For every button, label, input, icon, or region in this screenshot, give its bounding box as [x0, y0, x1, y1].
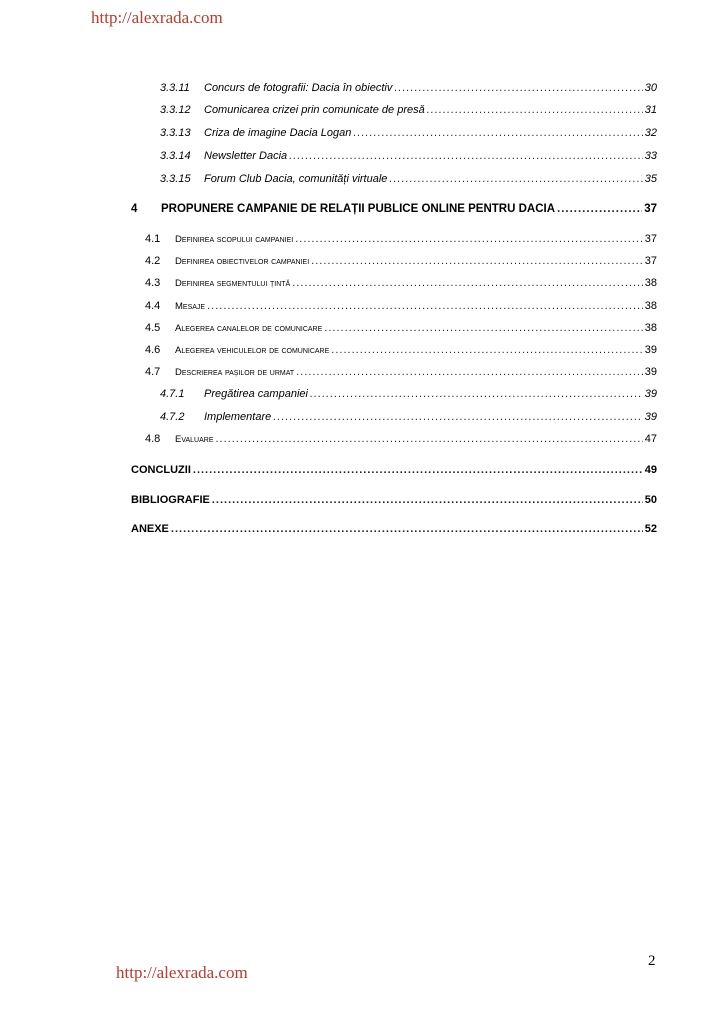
toc-entry-title: CONCLUZII: [131, 464, 191, 476]
toc-entry-number: 4.1: [145, 233, 161, 245]
toc-entry-number: 3.3.15: [160, 173, 191, 185]
toc-entry-page: 38: [644, 322, 657, 334]
toc-leader-dots: [427, 102, 643, 118]
toc-entry[interactable]: [145, 320, 657, 336]
toc-chapter-entry[interactable]: [131, 492, 657, 508]
toc-entry-page: 30: [644, 82, 657, 94]
toc-entry-number: 4.7.2: [160, 411, 185, 423]
toc-leader-dots: [207, 298, 643, 314]
toc-entry-page: 39: [644, 344, 657, 356]
toc-entry[interactable]: [160, 409, 657, 425]
toc-entry-page: 47: [644, 433, 657, 445]
toc-entry-title: Mesaje: [175, 301, 206, 312]
toc-leader-dots: [212, 492, 643, 508]
toc-entry-number: 3.3.12: [160, 104, 191, 116]
toc-entry-title: BIBLIOGRAFIE: [131, 494, 210, 506]
toc-entry[interactable]: [160, 80, 657, 96]
toc-entry[interactable]: [145, 298, 657, 314]
toc-leader-dots: [310, 386, 643, 402]
toc-entry-number: 4: [131, 203, 138, 215]
toc-leader-dots: [171, 521, 643, 537]
toc-entry-number: 4.6: [145, 344, 161, 356]
toc-entry-title: PROPUNERE CAMPANIE DE RELAȚII PUBLICE ONLINE PENTRU DACIA: [161, 203, 556, 215]
toc-entry-title: ANEXE: [131, 523, 169, 535]
toc-leader-dots: [292, 275, 643, 291]
toc-entry-title: Comunicarea crizei prin comunicate de presă: [204, 104, 425, 116]
toc-entry-number: 3.3.11: [160, 82, 190, 94]
toc-leader-dots: [331, 342, 642, 358]
toc-entry-page: 37: [644, 255, 657, 267]
toc-entry[interactable]: [145, 364, 657, 380]
toc-entry[interactable]: [145, 231, 657, 247]
toc-entry[interactable]: [145, 253, 657, 269]
toc-entry-title: Descrierea pașilor de urmat: [175, 367, 295, 378]
toc-leader-dots: [353, 125, 642, 141]
toc-entry[interactable]: [160, 125, 657, 141]
toc-entry-page: 31: [644, 104, 657, 116]
toc-entry-title: Newsletter Dacia: [204, 150, 288, 162]
toc-entry-title: Concurs de fotografii: Dacia în obiectiv: [204, 82, 393, 94]
toc-leader-dots: [296, 364, 643, 380]
toc-entry-title: Forum Club Dacia, comunități virtuale: [204, 173, 388, 185]
toc-leader-dots: [289, 148, 643, 164]
toc-entry-page: 39: [644, 411, 657, 423]
toc-leader-dots: [295, 231, 643, 247]
toc-leader-dots: [394, 80, 642, 96]
toc-entry-title: Implementare: [204, 411, 272, 423]
footer-link[interactable]: http://alexrada.com: [116, 963, 248, 982]
toc-entry[interactable]: [160, 102, 657, 118]
toc-entry-page: 33: [644, 150, 657, 162]
toc-entry-number: 3.3.14: [160, 150, 191, 162]
toc-chapter-entry[interactable]: [131, 201, 657, 217]
toc-entry-title: Definirea obiectivelor campaniei: [175, 256, 310, 267]
toc-entry-number: 4.2: [145, 255, 161, 267]
toc-entry-page: 38: [644, 277, 657, 289]
toc-entry-number: 4.5: [145, 322, 161, 334]
toc-entry-page: 32: [644, 127, 657, 139]
toc-chapter-entry[interactable]: [131, 521, 657, 537]
page-number: 2: [648, 953, 656, 969]
toc-entry[interactable]: [145, 342, 657, 358]
toc-entry[interactable]: [160, 148, 657, 164]
toc-entry-number: 4.7.1: [160, 388, 185, 400]
toc-entry-page: 35: [644, 173, 657, 185]
toc-entry[interactable]: [160, 171, 657, 187]
toc-entry[interactable]: [145, 431, 657, 447]
toc-entry-title: Evaluare: [175, 434, 214, 445]
toc-entry-title: Definirea scopului campaniei: [175, 234, 294, 245]
toc-entry-title: Definirea segmentului țintă: [175, 278, 291, 289]
toc-leader-dots: [311, 253, 643, 269]
toc-entry-page: 52: [644, 523, 657, 535]
toc-entry-page: 50: [644, 494, 657, 506]
toc-entry-title: Alegerea canalelor de comunicare: [175, 323, 323, 334]
toc-entry-page: 37: [644, 203, 657, 215]
toc-leader-dots: [324, 320, 642, 336]
toc-entry-page: 37: [644, 233, 657, 245]
toc-entry[interactable]: [145, 275, 657, 291]
toc-entry-number: 4.7: [145, 366, 161, 378]
toc-chapter-entry[interactable]: [131, 462, 657, 478]
toc-leader-dots: [273, 409, 642, 425]
toc-entry-title: Pregătirea campaniei: [204, 388, 308, 400]
toc-entry-page: 38: [644, 300, 657, 312]
toc-leader-dots: [193, 462, 643, 478]
toc-leader-dots: [216, 431, 643, 447]
toc-entry-number: 3.3.13: [160, 127, 191, 139]
toc-entry[interactable]: [160, 386, 657, 402]
toc-entry-page: 49: [644, 464, 657, 476]
toc-leader-dots: [557, 201, 642, 217]
toc-entry-number: 4.4: [145, 300, 161, 312]
toc-entry-number: 4.3: [145, 277, 161, 289]
toc-entry-number: 4.8: [145, 433, 161, 445]
toc-leader-dots: [389, 171, 642, 187]
toc-entry-page: 39: [644, 366, 657, 378]
toc-entry-title: Alegerea vehiculelor de comunicare: [175, 345, 330, 356]
header-link[interactable]: http://alexrada.com: [91, 8, 223, 27]
toc-entry-title: Criza de imagine Dacia Logan: [204, 127, 352, 139]
toc-entry-page: 39: [644, 388, 657, 400]
